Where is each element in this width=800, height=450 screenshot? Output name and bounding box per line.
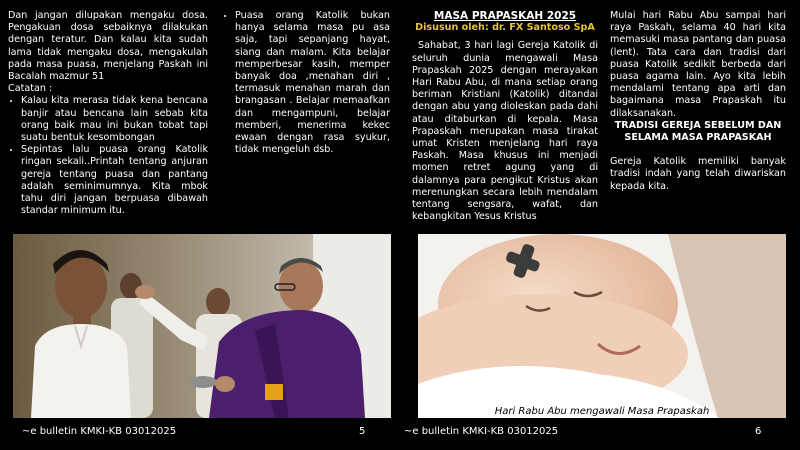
catatan-list [8,95,208,217]
article-paragraph: Gereja Katolik memiliki banyak tradisi indah yang telah diwariskan kepada kita. [610,156,786,192]
article-title: MASA PRAPASKAH 2025 [433,10,577,22]
article-paragraph: Mulai hari Rabu Abu sampai hari raya Paskah, selama 40 hari kita memasuki masa pantang dan puasa (lent). Tata cara dan tradisi dari puasa Katolik sedikit berbeda dari puasa agama lain. Ayo kita lebih mendalami tentang apa arti dan bagaimana masa Prapaskah itu dilaksanakan. [610,10,786,119]
footer-bulletin-left: ~e bulletin KMKI-KB 03012025 [22,426,177,437]
column-1 [8,10,208,217]
page-number-left: 5 [359,426,366,437]
article-author: Disusun oleh: dr. FX Santoso SpA [415,22,595,34]
priest-blessing-illustration [13,234,391,418]
footer-bulletin-right: ~e bulletin KMKI-KB 03012025 [404,426,559,437]
list-item: • Kalau kita merasa tidak kena bencana banjir atau bencana lain sebab kita orang baik mau ini bukan tobat tapi suatu bentuk kesombongan [21,95,208,144]
column-4 [610,10,786,193]
baby-ash-cross-photo [418,234,786,418]
list-item: • Puasa orang Katolik bukan hanya selama masa pu asa saja, tapi sepanjang hayat, siang dan malam. Kita belajar memperbesar kasih, memper banyak doa ,menahan diri , termasuk menahan marah dan brangasan . Belajar memaafkan dan mengampuni, belajar memberi, menerima kekec ewaan dengan rasa syukur, tidak mengeluh dsb. [235,10,390,156]
ash-wednesday-photo [13,234,391,418]
column-2 [222,10,390,156]
page-number-right: 6 [755,426,762,437]
column-3 [412,10,598,223]
section-heading: TRADISI GEREJA SEBELUM DAN SELAMA MASA PRAPASKAH [614,119,782,144]
catatan-label: Catatan : [8,83,53,95]
puasa-list [222,10,390,156]
article-paragraph: Sahabat, 3 hari lagi Gereja Katolik di seluruh dunia mengawali Masa Prapaskah 2025 dengan merayakan Hari Rabu Abu, di mana setiap orang beriman Kristiani (Katolik) ditandai dengan abu yang dioleskan pada dahi atau ditaburkan di kepala. Masa Prapaskah merupakan masa tirakat umat Kristen menjelang hari raya Paskah. Masa khusus ini menjadi momen retret agung yang di dalamnya para pengikut Kristus akan merenungkan secara lebih mendalam tentang sengsara, wafat, dan kebangkitan Yesus Kristus [412,40,598,223]
baby-illustration [418,234,786,418]
intro-paragraph: Dan jangan dilupakan mengaku dosa. Pengakuan dosa sebaiknya dilakukan dengan teratur. Dan kalau kita sudah lama tidak mengaku dosa, mengakulah pada masa puasa, menjelang Paskah ini Bacalah mazmur 51 [8,10,208,83]
list-item: • Sepintas lalu puasa orang Katolik ringan sekali..Printah tentang anjuran gereja tentang puasa dan pantang adalah seminimumnya. Kita mbok tahu diri jangan berpuasa dibawah standar minimum itu. [21,144,208,217]
photo-caption: Hari Rabu Abu mengawali Masa Prapaskah [494,406,710,417]
